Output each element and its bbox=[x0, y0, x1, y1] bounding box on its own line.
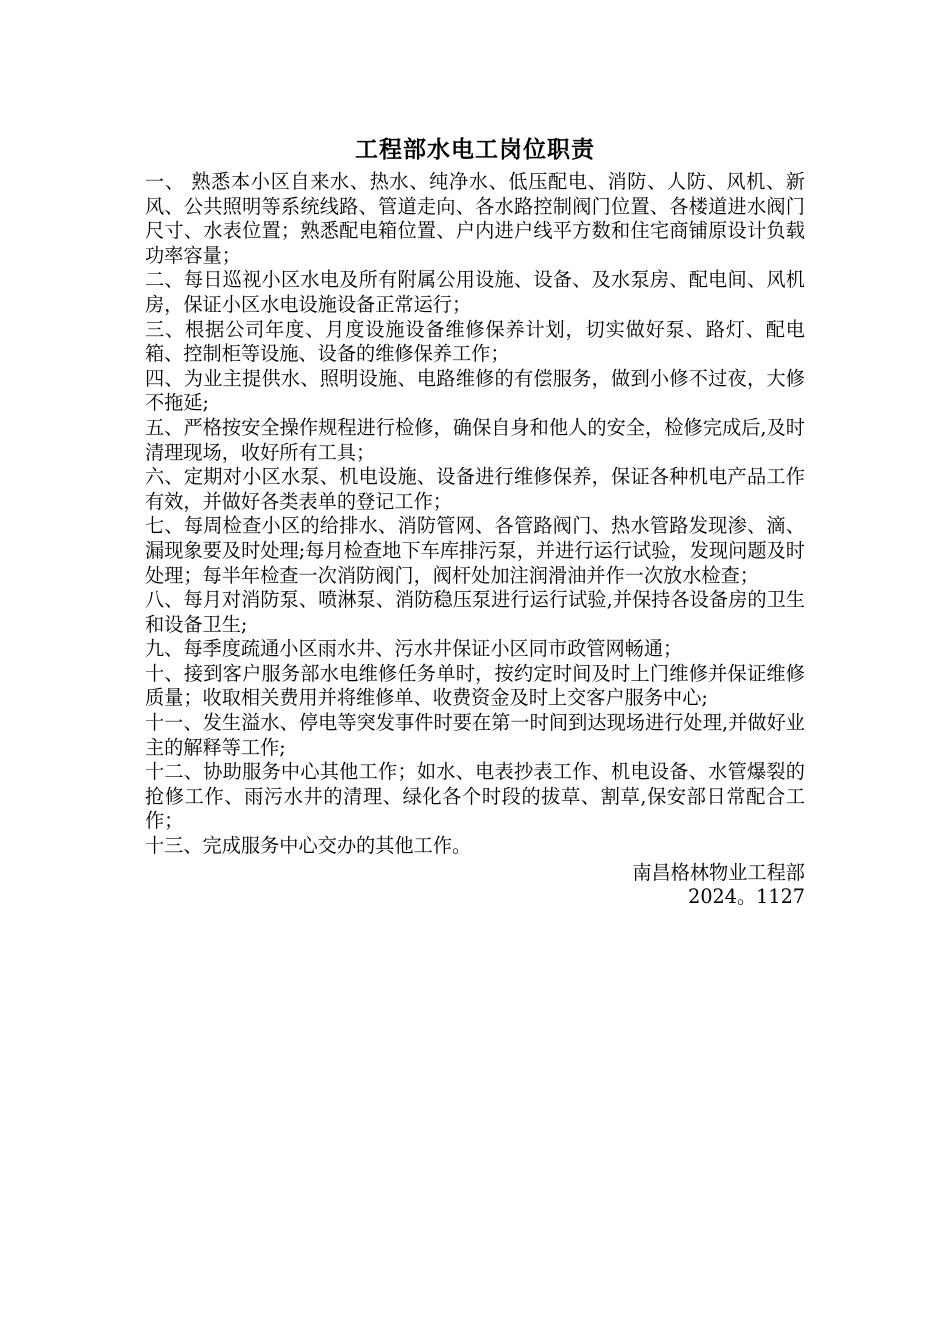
signature-date: 2024。1127 bbox=[688, 885, 805, 909]
document-page bbox=[145, 133, 805, 910]
duty-item-4: 四、为业主提供水、照明设施、电路维修的有偿服务，做到小修不过夜，大修不拖延; bbox=[145, 366, 805, 415]
duty-list bbox=[145, 170, 805, 859]
duty-item-13: 十三、完成服务中心交办的其他工作。 bbox=[145, 834, 472, 858]
duty-item-3: 三、根据公司年度、月度设施设备维修保养计划，切实做好泵、路灯、配电箱、控制柜等设施、设备的维修保养工作； bbox=[145, 317, 805, 366]
duty-item-7: 七、每周检查小区的给排水、消防管网、各管路阀门、热水管路发现渗、滴、漏现象要及时处理;每月检查地下车库排污泵，并进行运行试验，发现问题及时处理；每半年检查一次消防阀门，阀杆处加注润滑油并作一次放水检查； bbox=[145, 514, 805, 587]
duty-item-8: 八、每月对消防泵、喷淋泵、消防稳压泵进行运行试验,并保持各设备房的卫生和设备卫生; bbox=[145, 588, 805, 636]
document-title: 工程部水电工岗位职责 bbox=[355, 136, 595, 163]
duty-item-6: 六、定期对小区水泵、机电设施、设备进行维修保养，保证各种机电产品工作有效，并做好各类表单的登记工作； bbox=[145, 465, 805, 513]
signature-org: 南昌格林物业工程部 bbox=[632, 860, 805, 884]
duty-item-12: 十二、协助服务中心其他工作；如水、电表抄表工作、机电设备、水管爆裂的抢修工作、雨污水井的清理、绿化各个时段的拔草、割草,保安部日常配合工作； bbox=[145, 760, 805, 833]
signature-block bbox=[145, 861, 805, 910]
duty-item-10: 十、接到客户服务部水电维修任务单时，按约定时间及时上门维修并保证维修质量；收取相关费用并将维修单、收费资金及时上交客户服务中心; bbox=[145, 661, 805, 710]
duty-item-1: 一、 熟悉本小区自来水、热水、纯净水、低压配电、消防、人防、风机、新风、公共照明等系统线路、管道走向、各水路控制阀门位置、各楼道进水阀门尺寸、水表位置；熟悉配电箱位置、户内进户线平方数和住宅商铺原设计负载功率容量； bbox=[145, 170, 805, 267]
duty-item-2: 二、每日巡视小区水电及所有附属公用设施、设备、及水泵房、配电间、风机房，保证小区水电设施设备正常运行； bbox=[145, 268, 805, 316]
duty-item-11: 十一、发生溢水、停电等突发事件时要在第一时间到达现场进行处理,并做好业主的解释等工作; bbox=[145, 711, 805, 759]
duty-item-5: 五、严格按安全操作规程进行检修，确保自身和他人的安全，检修完成后,及时清理现场，收好所有工具； bbox=[145, 415, 805, 464]
duty-item-9: 九、每季度疏通小区雨水井、污水井保证小区同市政管网畅通； bbox=[145, 637, 683, 661]
